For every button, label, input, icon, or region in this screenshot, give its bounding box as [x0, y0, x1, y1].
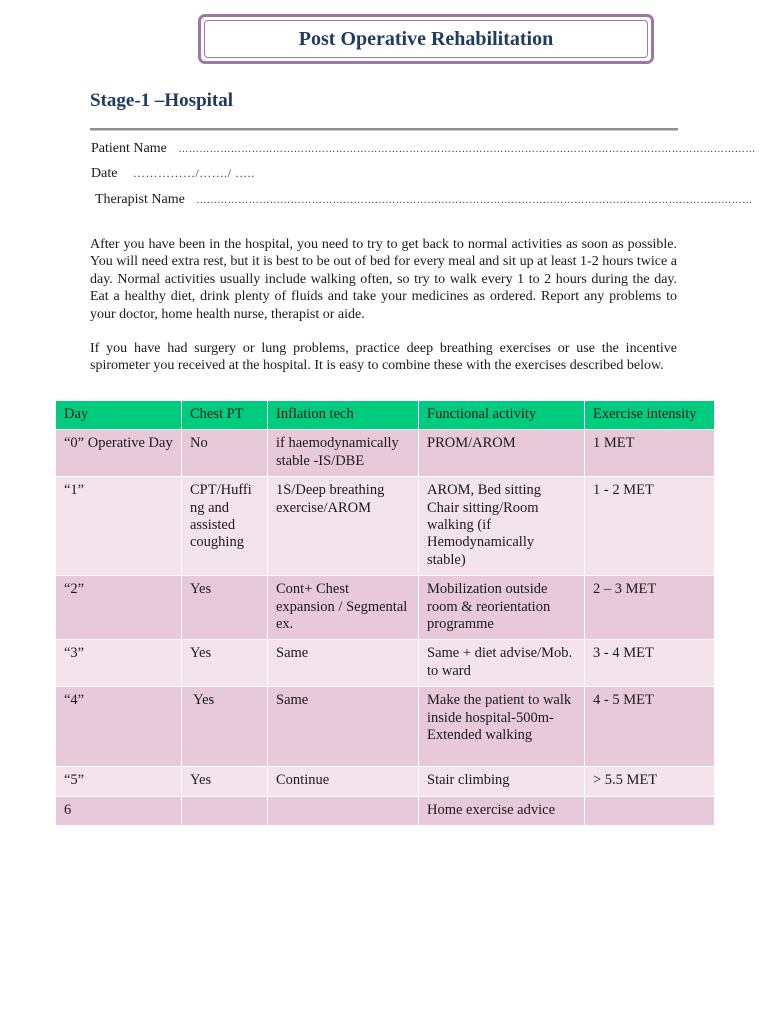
cell-exercise-intensity: 4 - 5 MET	[585, 687, 715, 767]
cell-exercise-intensity	[585, 796, 715, 825]
therapist-name-line: ……………………………………………………………………………………………………………………………………………	[196, 195, 753, 206]
cell-day: “5”	[56, 767, 182, 796]
cell-functional-activity: Make the patient to walk inside hospital-500m- Extended walking	[419, 687, 585, 767]
cell-day: “3”	[56, 640, 182, 687]
cell-exercise-intensity: > 5.5 MET	[585, 767, 715, 796]
cell-functional-activity: Mobilization outside room & reorientation programme	[419, 576, 585, 640]
cell-exercise-intensity: 2 – 3 MET	[585, 576, 715, 640]
header-day: Day	[56, 401, 182, 430]
table-row	[56, 767, 715, 796]
cell-functional-activity: Same + diet advise/Mob. to ward	[419, 640, 585, 687]
date-field	[91, 166, 255, 182]
cell-functional-activity: AROM, Bed sitting Chair sitting/Room walking (if Hemodynamically stable)	[419, 477, 585, 576]
table-row	[56, 640, 715, 687]
patient-name-line: …………………………………………………………………………………………………………………………………………………	[178, 144, 756, 155]
cell-exercise-intensity: 3 - 4 MET	[585, 640, 715, 687]
cell-day: “1”	[56, 477, 182, 576]
cell-day: “4”	[56, 687, 182, 767]
table-row	[56, 576, 715, 640]
patient-name-field	[91, 141, 756, 157]
stage-heading: Stage-1 –Hospital	[90, 90, 234, 111]
cell-inflation-tech: if haemodynamically stable -IS/DBE	[268, 430, 419, 477]
therapist-name-label: Therapist Name	[95, 192, 185, 207]
rehab-table	[55, 400, 715, 826]
cell-day: “2”	[56, 576, 182, 640]
cell-inflation-tech	[268, 796, 419, 825]
cell-chest-pt: No	[182, 430, 268, 477]
cell-day: “0” Operative Day	[56, 430, 182, 477]
title-box	[198, 14, 654, 64]
cell-exercise-intensity: 1 MET	[585, 430, 715, 477]
cell-inflation-tech: Cont+ Chest expansion / Segmental ex.	[268, 576, 419, 640]
heading-divider	[90, 128, 678, 131]
date-line: ……………/……./ …..	[132, 166, 255, 180]
cell-chest-pt: Yes	[182, 640, 268, 687]
table-row	[56, 477, 715, 576]
cell-inflation-tech: Same	[268, 640, 419, 687]
cell-chest-pt: Yes	[182, 687, 268, 767]
table-row	[56, 430, 715, 477]
cell-inflation-tech: Same	[268, 687, 419, 767]
intro-paragraph: After you have been in the hospital, you need to try to get back to normal activities as soon as possible. You will need extra rest, but it is best to be out of bed for every meal and sit up at least 1-2 hours twice a day. Normal activities usually include walking often, so try to walk every 1 to 2 hours during the day. Eat a healthy diet, drink plenty of fluids and take your medicines as ordered. Report any problems to your doctor, home health nurse, therapist or aide.	[90, 237, 677, 322]
patient-name-label: Patient Name	[91, 141, 167, 156]
header-functional-activity: Functional activity	[419, 401, 585, 430]
cell-chest-pt: Yes	[182, 767, 268, 796]
date-label: Date	[91, 166, 118, 181]
cell-day: 6	[56, 796, 182, 825]
header-chest-pt: Chest PT	[182, 401, 268, 430]
header-exercise-intensity: Exercise intensity	[585, 401, 715, 430]
breathing-paragraph: If you have had surgery or lung problems, practice deep breathing exercises or use the incentive spirometer you received at the hospital. It is easy to combine these with the exercises described below.	[90, 341, 677, 374]
cell-chest-pt: CPT/Huffi ng and assisted coughing	[182, 477, 268, 576]
header-inflation-tech: Inflation tech	[268, 401, 419, 430]
page-title: Post Operative Rehabilitation	[298, 27, 554, 50]
cell-functional-activity: PROM/AROM	[419, 430, 585, 477]
cell-inflation-tech: 1S/Deep breathing exercise/AROM	[268, 477, 419, 576]
therapist-name-field	[95, 192, 753, 208]
cell-functional-activity: Stair climbing	[419, 767, 585, 796]
table-header-row	[56, 401, 715, 430]
cell-chest-pt: Yes	[182, 576, 268, 640]
table-row	[56, 796, 715, 825]
cell-exercise-intensity: 1 - 2 MET	[585, 477, 715, 576]
cell-chest-pt	[182, 796, 268, 825]
cell-functional-activity: Home exercise advice	[419, 796, 585, 825]
table-row	[56, 687, 715, 767]
cell-inflation-tech: Continue	[268, 767, 419, 796]
